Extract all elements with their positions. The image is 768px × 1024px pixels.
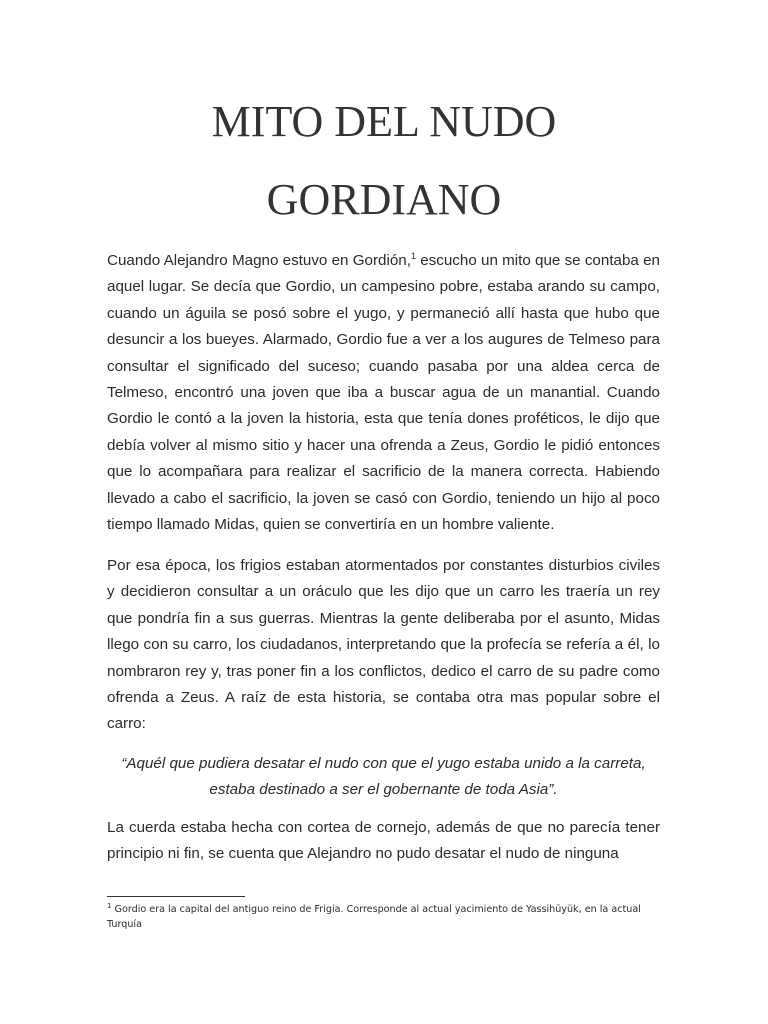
footnote-text: Gordio era la capital del antiguo reino de Frigia. Corresponde al actual yacimiento de Yassihüyük, en la actual Turquía <box>107 904 641 930</box>
oracle-quote <box>107 751 660 804</box>
paragraph-2: Por esa época, los frigios estaban atormentados por constantes disturbios civiles y decidieron consultar a un oráculo que les dijo que un carro les traería un rey que pondría fin a sus guerras. Mientras la gente deliberaba por el asunto, Midas llego con su carro, los ciudadanos, interpretando que la profecía se refería a él, lo nombraron rey y, tras poner fin a los conflictos, dedico el carro de su padre como ofrenda a Zeus. A raíz de esta historia, se contaba otra mas popular sobre el carro: <box>107 557 660 733</box>
footnote-reference: 1 <box>410 250 416 261</box>
paragraph-1-start: Cuando Alejandro Magno estuvo en Gordión, <box>107 252 411 269</box>
paragraph-3: La cuerda estaba hecha con cortea de cornejo, además de que no parecía tener principio ni fin, se cuenta que Alejandro no pudo desatar el nudo de ninguna <box>107 819 660 863</box>
quote-line-2: estaba destinado a ser el gobernante de toda Asia”. <box>209 781 558 799</box>
quote-line-1: “Aquél que pudiera desatar el nudo con que el yugo estaba unido a la carreta, <box>121 755 646 772</box>
footnote <box>107 902 667 932</box>
footnote-number: 1 <box>107 901 112 910</box>
title-line-2: GORDIANO <box>266 175 502 224</box>
title-line-1: MITO DEL NUDO <box>211 97 557 146</box>
paragraph-1-rest: escucho un mito que se contaba en aquel lugar. Se decía que Gordio, un campesino pobre, estaba arando su campo, cuando un águila se posó sobre el yugo, y permaneció allí hasta que hubo que desuncir a los bueyes. Alarmado, Gordio fue a ver a los augures de Telmeso para consultar el significado del suceso; cuando pasaba por una aldea cerca de Telmeso, encontró una joven que iba a buscar agua de un manantial. Cuando Gordio le contó a la joven la historia, esta que tenía dones proféticos, le dijo que debía volver al mismo sitio y hacer una ofrenda a Zeus, Gordio le pidió entonces que lo acompañara para realizar el sacrificio de la manera correcta. Habiendo llevado a cabo el sacrificio, la joven se casó con Gordio, teniendo un hijo al poco tiempo llamado Midas, quien se convertiría en un hombre valiente. <box>107 252 660 534</box>
footnote-separator <box>107 896 245 897</box>
paragraph-1 <box>107 248 660 538</box>
